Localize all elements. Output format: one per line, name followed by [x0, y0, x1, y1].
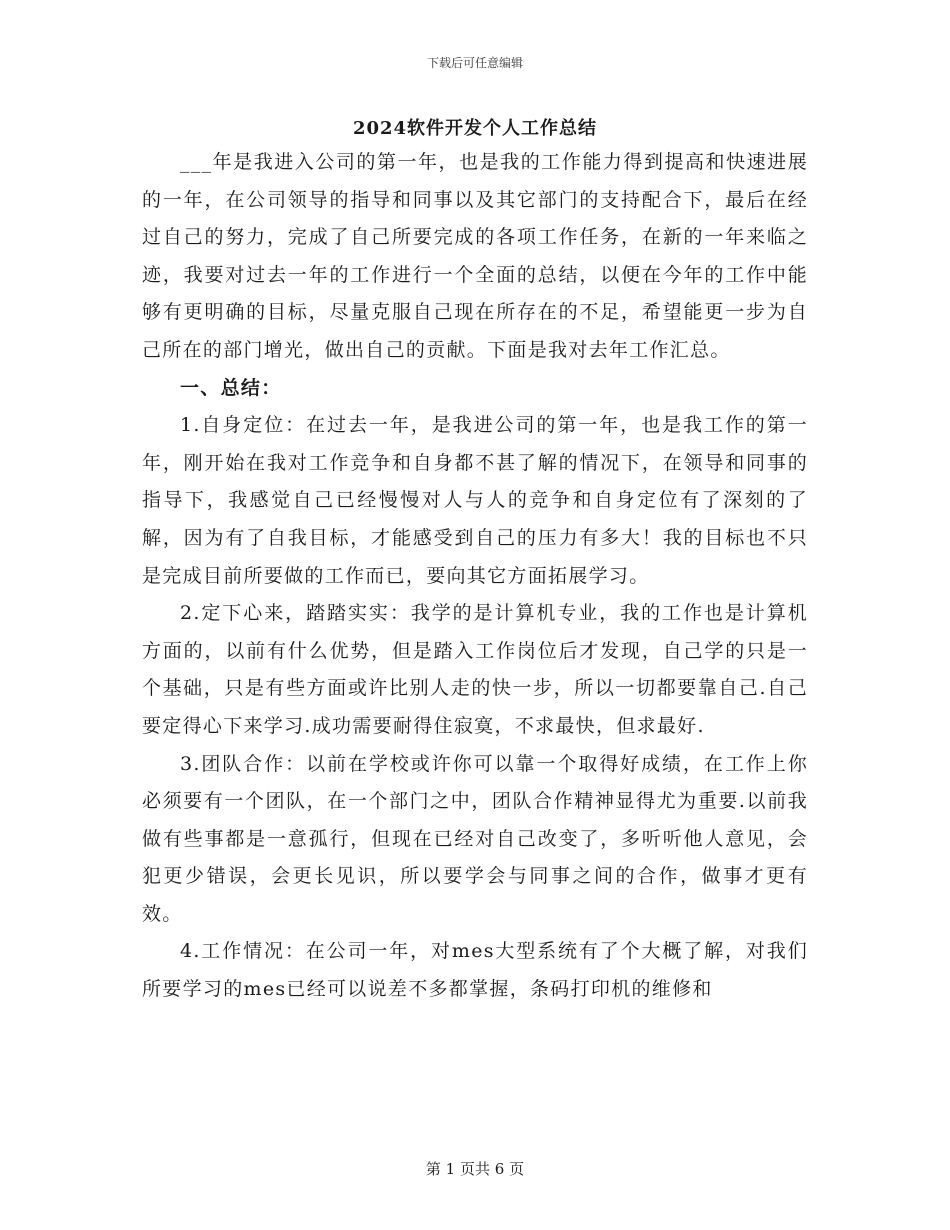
paragraph-self-positioning: 1.自身定位：在过去一年，是我进公司的第一年，也是我工作的第一年，刚开始在我对工作竞争和自身都不甚了解的情况下，在领导和同事的指导下，我感觉自己已经慢慢对人与人的竞争和自身定位有了深刻的了解，因为有了自我目标，才能感受到自己的压力有多大！我的目标也不只是完成目前所要做的工作而已，要向其它方面拓展学习。 — [142, 414, 808, 587]
paragraph-work-status: 4.工作情况：在公司一年，对mes大型系统有了个大概了解，对我们所要学习的mes已经可以说差不多都掌握，条码打印机的维修和 — [142, 940, 808, 1001]
page-number-footer: 第 1 页共 6 页 — [425, 1160, 525, 1178]
paragraph-steady-work: 2.定下心来，踏踏实实：我学的是计算机专业，我的工作也是计算机方面的，以前有什么优势，但是踏入工作岗位后才发现，自己学的只是一个基础，只是有些方面或许比别人走的快一步，所以一切都要靠自己.自己要定得心下来学习.成功需要耐得住寂寞，不求最快，但求最好. — [142, 602, 808, 737]
intro-paragraph: ___年是我进入公司的第一年，也是我的工作能力得到提高和快速进展的一年，在公司领导的指导和同事以及其它部门的支持配合下，最后在经过自己的努力，完成了自己所要完成的各项工作任务，在新的一年来临之迹，我要对过去一年的工作进行一个全面的总结，以便在今年的工作中能够有更明确的目标，尽量克服自己现在所存在的不足，希望能更一步为自己所在的部门增光，做出自己的贡献。下面是我对去年工作汇总。 — [142, 151, 808, 361]
document-title: 2024软件开发个人工作总结 — [352, 118, 598, 139]
section-heading-summary: 一、总结： — [180, 376, 282, 399]
paragraph-teamwork: 3.团队合作：以前在学校或许你可以靠一个取得好成绩，在工作上你必须要有一个团队，在一个部门之中，团队合作精神显得尤为重要.以前我做有些事都是一意孤行，但现在已经对自己改变了，多听听他人意见，会犯更少错误，会更长见识，所以要学会与同事之间的合作，做事才更有效。 — [142, 752, 808, 925]
header-note: 下载后可任意编辑 — [426, 56, 523, 70]
document-body — [142, 144, 808, 1009]
